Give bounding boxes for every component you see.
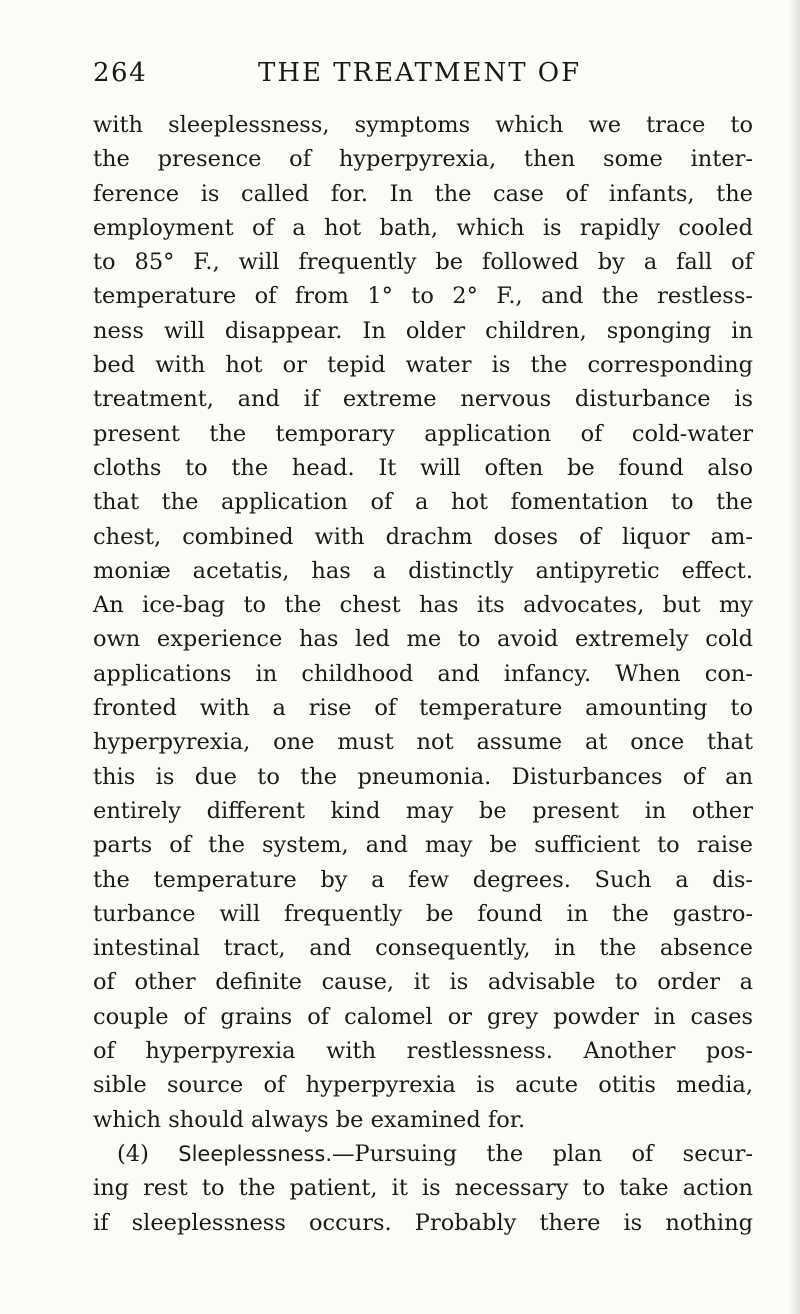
text-line: sible source of hyperpyrexia is acute otitis media, bbox=[93, 1072, 753, 1099]
text-line: ness will disappear. In older children, sponging in bbox=[93, 317, 753, 344]
text-line: chest, combined with drachm doses of liquor am- bbox=[93, 523, 753, 550]
running-title: THE TREATMENT OF bbox=[258, 58, 582, 88]
text-line: ference is called for. In the case of infants, the bbox=[93, 180, 753, 207]
section-number: (4) bbox=[117, 1140, 149, 1167]
page-header bbox=[93, 58, 753, 98]
text-line: ing rest to the patient, it is necessary to take action bbox=[93, 1175, 753, 1202]
text-line: bed with hot or tepid water is the corresponding bbox=[93, 352, 753, 379]
text-line: which should always be examined for. bbox=[93, 1106, 526, 1133]
text-line: of hyperpyrexia with restlessness. Another pos- bbox=[93, 1038, 753, 1065]
text-line: this is due to the pneumonia. Disturbances of an bbox=[93, 763, 753, 790]
text-line: moniæ acetatis, has a distinctly antipyretic effect. bbox=[93, 557, 753, 584]
text-line: entirely different kind may be present in other bbox=[93, 797, 753, 824]
text-line: applications in childhood and infancy. When con- bbox=[93, 660, 753, 687]
page-edge-shadow bbox=[788, 0, 800, 1314]
text-line: own experience has led me to avoid extremely cold bbox=[93, 626, 753, 653]
text-line: if sleeplessness occurs. Probably there is nothing bbox=[93, 1209, 753, 1236]
text-line: intestinal tract, and consequently, in the absence bbox=[93, 935, 753, 962]
text-line: parts of the system, and may be sufficient to raise bbox=[93, 832, 753, 859]
text-line: the temperature by a few degrees. Such a dis- bbox=[93, 866, 753, 893]
text-line: of other definite cause, it is advisable to order a bbox=[93, 969, 753, 996]
section-first-line bbox=[93, 1137, 753, 1171]
text-line: treatment, and if extreme nervous disturbance is bbox=[93, 386, 753, 413]
text-line: that the application of a hot fomentation to the bbox=[93, 489, 753, 516]
text-line: cloths to the head. It will often be found also bbox=[93, 454, 753, 481]
text-line: employment of a hot bath, which is rapidly cooled bbox=[93, 214, 753, 241]
section-heading: Sleeplessness. bbox=[178, 1141, 332, 1166]
text-line: with sleeplessness, symptoms which we trace to bbox=[93, 112, 753, 138]
text-line: couple of grains of calomel or grey powder in cases bbox=[93, 1003, 753, 1030]
text-line: to 85° F., will frequently be followed by a fall of bbox=[93, 249, 753, 276]
text-line: present the temporary application of cold-water bbox=[93, 420, 753, 447]
text-line: turbance will frequently be found in the gastro- bbox=[93, 900, 753, 927]
text-line: hyperpyrexia, one must not assume at once that bbox=[93, 729, 753, 756]
text-line: An ice-bag to the chest has its advocates, but my bbox=[93, 592, 753, 619]
text-line: fronted with a rise of temperature amounting to bbox=[93, 695, 753, 722]
body-text bbox=[93, 108, 753, 1240]
text-line: temperature of from 1° to 2° F., and the restless- bbox=[93, 283, 753, 310]
page-number: 264 bbox=[93, 58, 148, 88]
section-first-line-text: —Pursuing the plan of secur- bbox=[332, 1140, 753, 1167]
text-line: the presence of hyperpyrexia, then some inter- bbox=[93, 146, 753, 173]
